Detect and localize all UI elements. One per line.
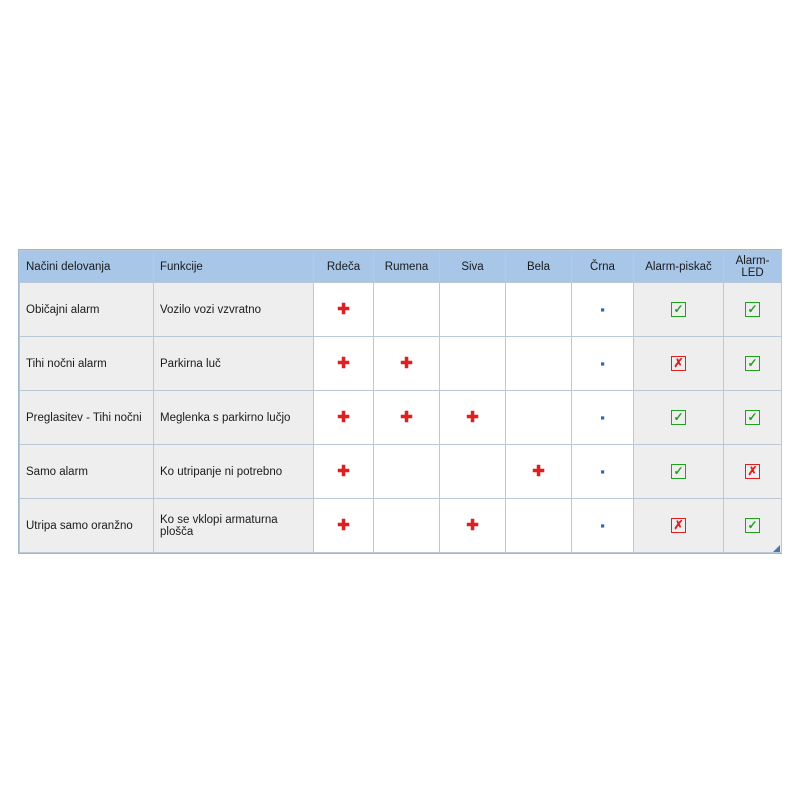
- cell-alarm-buzzer: [634, 445, 724, 499]
- header-alarm-buzzer: Alarm-piskač: [634, 251, 724, 283]
- table-row: [20, 283, 782, 337]
- plus-icon: ✚: [337, 517, 350, 534]
- cell-alarm-led: [724, 391, 782, 445]
- dot-icon: ▪: [600, 517, 605, 533]
- checkbox-crossed-icon: ✗: [671, 518, 686, 533]
- table-row: [20, 391, 782, 445]
- cell-alarm-buzzer: [634, 499, 724, 553]
- cell-white: [506, 445, 572, 499]
- dot-icon: ▪: [600, 409, 605, 425]
- checkbox-crossed-icon: ✗: [671, 356, 686, 371]
- cell-alarm-buzzer: [634, 391, 724, 445]
- cell-yellow: [374, 283, 440, 337]
- cell-black: [572, 499, 634, 553]
- cell-black: [572, 283, 634, 337]
- cell-white: [506, 337, 572, 391]
- cell-yellow: [374, 499, 440, 553]
- dot-icon: ▪: [600, 355, 605, 371]
- cell-alarm-led: [724, 445, 782, 499]
- plus-icon: ✚: [532, 463, 545, 480]
- cell-grey: [440, 445, 506, 499]
- checkbox-checked-icon: ✓: [745, 302, 760, 317]
- plus-icon: ✚: [466, 409, 479, 426]
- checkbox-checked-icon: ✓: [671, 410, 686, 425]
- cell-alarm-led: [724, 283, 782, 337]
- cell-yellow: [374, 337, 440, 391]
- cell-grey: [440, 283, 506, 337]
- cell-white: [506, 391, 572, 445]
- cell-alarm-led: [724, 337, 782, 391]
- cell-red: [314, 283, 374, 337]
- header-modes: Načini delovanja: [20, 251, 154, 283]
- checkbox-checked-icon: ✓: [745, 410, 760, 425]
- cell-mode: Običajni alarm: [20, 283, 154, 337]
- cell-grey: [440, 337, 506, 391]
- cell-red: [314, 445, 374, 499]
- cell-white: [506, 283, 572, 337]
- cell-red: [314, 337, 374, 391]
- checkbox-checked-icon: ✓: [671, 464, 686, 479]
- plus-icon: ✚: [337, 301, 350, 318]
- cell-red: [314, 499, 374, 553]
- table-row: [20, 445, 782, 499]
- header-black: Črna: [572, 251, 634, 283]
- cell-function: Meglenka s parkirno lučjo: [154, 391, 314, 445]
- resize-handle-icon[interactable]: [773, 545, 780, 552]
- header-red: Rdeča: [314, 251, 374, 283]
- dot-icon: ▪: [600, 463, 605, 479]
- header-grey: Siva: [440, 251, 506, 283]
- header-yellow: Rumena: [374, 251, 440, 283]
- cell-red: [314, 391, 374, 445]
- checkbox-checked-icon: ✓: [671, 302, 686, 317]
- cell-black: [572, 391, 634, 445]
- plus-icon: ✚: [337, 409, 350, 426]
- cell-yellow: [374, 391, 440, 445]
- plus-icon: ✚: [400, 355, 413, 372]
- cell-mode: Samo alarm: [20, 445, 154, 499]
- cell-yellow: [374, 445, 440, 499]
- cell-grey: [440, 499, 506, 553]
- cell-function: Parkirna luč: [154, 337, 314, 391]
- cell-function: Ko se vklopi armaturna plošča: [154, 499, 314, 553]
- plus-icon: ✚: [400, 409, 413, 426]
- plus-icon: ✚: [337, 463, 350, 480]
- cell-mode: Preglasitev - Tihi nočni: [20, 391, 154, 445]
- table-row: [20, 499, 782, 553]
- header-white: Bela: [506, 251, 572, 283]
- table-body: [20, 283, 782, 553]
- dot-icon: ▪: [600, 301, 605, 317]
- cell-alarm-buzzer: [634, 337, 724, 391]
- checkbox-checked-icon: ✓: [745, 518, 760, 533]
- cell-alarm-buzzer: [634, 283, 724, 337]
- cell-white: [506, 499, 572, 553]
- cell-grey: [440, 391, 506, 445]
- table-row: [20, 337, 782, 391]
- cell-function: Vozilo vozi vzvratno: [154, 283, 314, 337]
- cell-black: [572, 445, 634, 499]
- header-functions: Funkcije: [154, 251, 314, 283]
- table-grid: [19, 250, 782, 553]
- plus-icon: ✚: [337, 355, 350, 372]
- checkbox-crossed-icon: ✗: [745, 464, 760, 479]
- operating-modes-table: [18, 249, 782, 554]
- cell-function: Ko utripanje ni potrebno: [154, 445, 314, 499]
- cell-mode: Utripa samo oranžno: [20, 499, 154, 553]
- plus-icon: ✚: [466, 517, 479, 534]
- table-header-row: [20, 251, 782, 283]
- header-alarm-led: Alarm-LED: [724, 251, 782, 283]
- checkbox-checked-icon: ✓: [745, 356, 760, 371]
- cell-mode: Tihi nočni alarm: [20, 337, 154, 391]
- cell-black: [572, 337, 634, 391]
